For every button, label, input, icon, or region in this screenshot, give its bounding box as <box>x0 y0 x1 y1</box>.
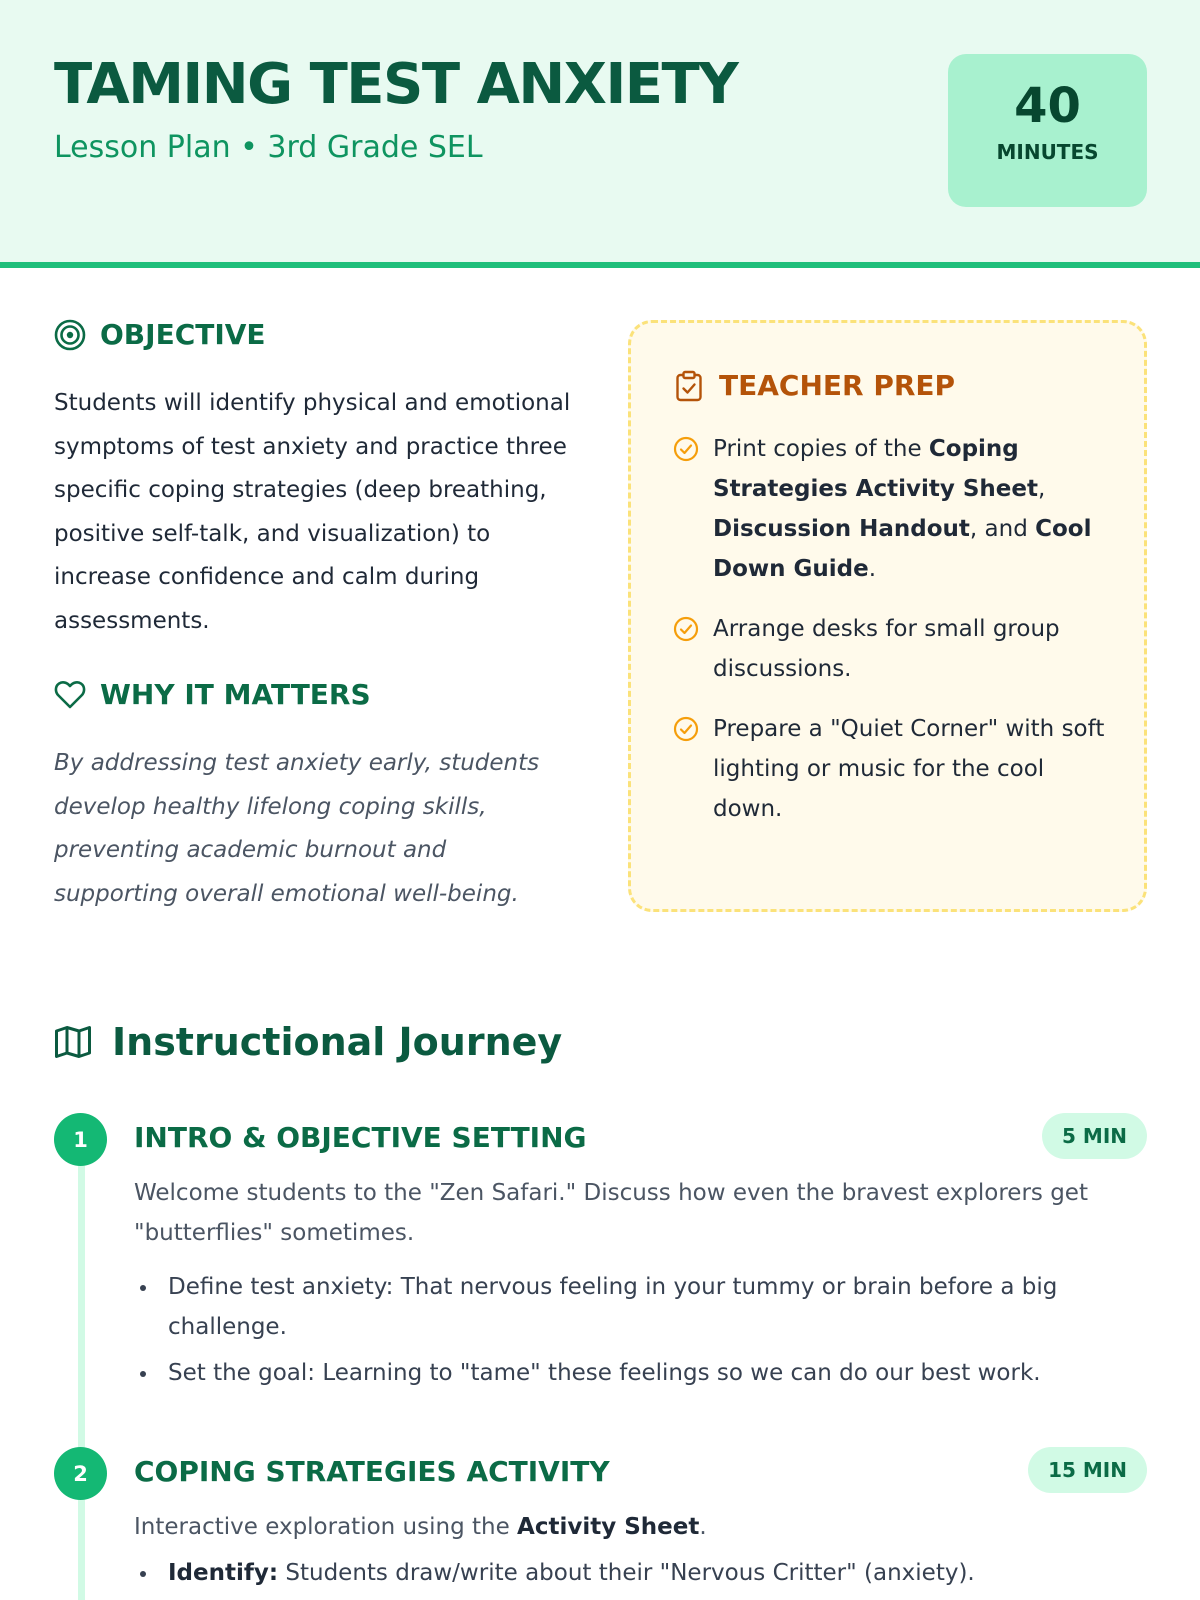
page-title: TAMING TEST ANXIETY <box>54 52 738 117</box>
teacher-prep-card <box>628 320 1147 912</box>
page-subtitle: Lesson Plan • 3rd Grade SEL <box>54 130 483 165</box>
prep-item <box>673 429 1113 589</box>
duration-unit: MINUTES <box>996 140 1099 164</box>
duration-badge <box>948 54 1147 207</box>
clipboard-check-icon <box>675 370 703 402</box>
step-time-badge: 5 MIN <box>1042 1113 1147 1159</box>
prep-item-text: Arrange desks for small group discussions. <box>713 616 1060 682</box>
journey-heading <box>54 1020 562 1064</box>
cool-down-guide-ref: Cool Down Guide <box>713 516 1092 582</box>
timeline-line <box>78 1140 85 1600</box>
step-number-badge: 2 <box>54 1447 107 1500</box>
why-text: By addressing test anxiety early, students develop healthy lifelong coping skills, preventing academic burnout and supporting overall emotional well-being. <box>54 750 540 907</box>
step-bullet-list <box>134 1553 1134 1599</box>
step-time-badge: 15 MIN <box>1028 1447 1147 1493</box>
heart-icon <box>54 680 86 710</box>
page-header <box>0 0 1200 268</box>
step-bullet: Set the goal: Learning to "tame" these feelings so we can do our best work. <box>134 1353 1134 1393</box>
step-bullet: Define test anxiety: That nervous feeling in your tummy or brain before a big challenge. <box>134 1267 1134 1347</box>
teacher-prep-list <box>673 429 1113 849</box>
target-icon <box>54 319 86 351</box>
step-bullet-list <box>134 1267 1134 1399</box>
prep-item <box>673 609 1113 689</box>
step-title: COPING STRATEGIES ACTIVITY <box>134 1455 610 1488</box>
teacher-prep-heading <box>675 369 955 402</box>
check-circle-icon <box>673 716 699 742</box>
why-heading-label: WHY IT MATTERS <box>100 678 371 711</box>
step-number-badge: 1 <box>54 1113 107 1166</box>
step-description: Interactive exploration using the Activity Sheet. <box>134 1514 707 1540</box>
journey-heading-label: Instructional Journey <box>112 1020 563 1064</box>
objective-heading <box>54 318 266 351</box>
step-description: Welcome students to the "Zen Safari." Discuss how even the bravest explorers get "butterflies" sometimes. <box>134 1180 1088 1246</box>
objective-text: Students will identify physical and emotional symptoms of test anxiety and practice three specific coping strategies (deep breathing, positive self-talk, and visualization) to increase confidence and calm during assessments. <box>54 390 571 634</box>
step-title: INTRO & OBJECTIVE SETTING <box>134 1121 587 1154</box>
prep-item-text: Print copies of the Coping Strategies Activity Sheet, Discussion Handout, and Cool Down Guide. <box>713 436 1092 582</box>
activity-sheet-ref: Activity Sheet <box>517 1514 700 1540</box>
objective-heading-label: OBJECTIVE <box>100 318 266 351</box>
why-heading <box>54 678 371 711</box>
map-icon <box>54 1025 92 1059</box>
coping-sheet-ref: Coping Strategies Activity Sheet <box>713 436 1038 502</box>
discussion-handout-ref: Discussion Handout <box>713 516 970 542</box>
check-circle-icon <box>673 436 699 462</box>
prep-item <box>673 709 1113 829</box>
prep-item-text: Prepare a "Quiet Corner" with soft lighting or music for the cool down. <box>713 716 1105 822</box>
check-circle-icon <box>673 616 699 642</box>
teacher-prep-heading-label: TEACHER PREP <box>719 369 956 402</box>
duration-value: 40 <box>1014 78 1081 134</box>
step-bullet: Identify: Students draw/write about their "Nervous Critter" (anxiety). <box>134 1553 1134 1593</box>
